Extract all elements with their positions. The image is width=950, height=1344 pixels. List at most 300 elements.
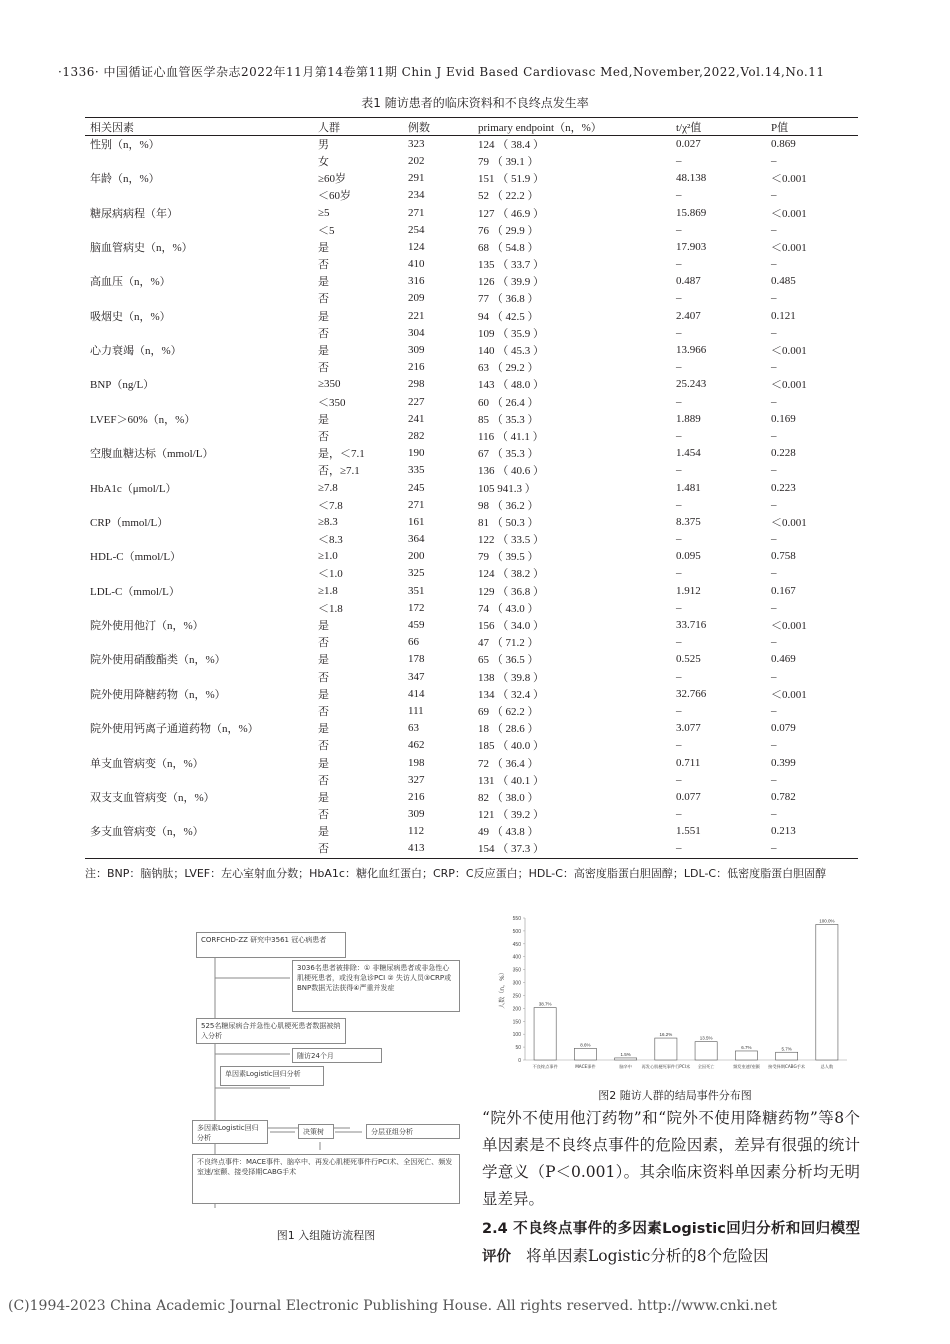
cell-group: 否	[318, 259, 329, 272]
cell-factor	[85, 771, 313, 788]
table-row	[85, 152, 858, 169]
table-row	[85, 170, 858, 187]
cell-statistic: –	[676, 189, 682, 202]
cell-count: 309	[408, 344, 425, 357]
y-axis-label: 人数（n，%）	[499, 969, 506, 1009]
cell-endpoint: 18 （ 28.6 ）	[478, 723, 539, 736]
table-row	[85, 479, 858, 496]
cell-statistic: 15.869	[676, 206, 707, 219]
y-tick-label: 300	[512, 980, 521, 987]
table-row	[85, 513, 858, 530]
cell-count: 414	[408, 687, 425, 700]
cell-endpoint: 79 （ 39.5 ）	[478, 551, 539, 564]
bar	[534, 1008, 556, 1060]
cell-endpoint: 49 （ 43.8 ）	[478, 826, 539, 839]
cell-factor	[85, 668, 313, 685]
cell-endpoint: 156 （ 34.0 ）	[478, 620, 544, 633]
cell-endpoint: 135 （ 33.7 ）	[478, 259, 544, 272]
cell-factor: 高血压（n，%）	[90, 276, 171, 289]
cell-count: 410	[408, 258, 425, 271]
cell-p-value: 0.758	[771, 550, 796, 563]
cell-statistic: –	[676, 773, 682, 786]
table-row	[85, 324, 858, 341]
cell-statistic: –	[676, 670, 682, 683]
cell-group: 否	[318, 293, 329, 306]
cell-count: 216	[408, 361, 425, 374]
cell-statistic: 33.716	[676, 619, 707, 632]
cell-count: 298	[408, 378, 425, 391]
bar	[735, 1051, 757, 1060]
cell-statistic: 0.487	[676, 275, 701, 288]
cell-count: 327	[408, 773, 425, 786]
cell-group: 否	[318, 362, 329, 375]
cell-group: ≥350	[318, 378, 341, 391]
cell-endpoint: 76 （ 29.9 ）	[478, 224, 539, 237]
cell-count: 271	[408, 206, 425, 219]
cell-endpoint: 65 （ 36.5 ）	[478, 654, 539, 667]
box-included: 525名糖尿病合并急性心肌梗死患者数据被纳入分析	[196, 1018, 346, 1044]
table-row	[85, 737, 858, 754]
cell-count: 209	[408, 292, 425, 305]
table-row	[85, 256, 858, 273]
table-row	[85, 187, 858, 204]
cell-statistic: –	[676, 395, 682, 408]
cell-group: 否	[318, 637, 329, 650]
cell-endpoint: 69 （ 62.2 ）	[478, 705, 539, 718]
table-bottom-rule	[85, 858, 858, 859]
cell-count: 241	[408, 412, 425, 425]
cell-p-value: 0.167	[771, 584, 796, 597]
table-row	[85, 445, 858, 462]
cell-p-value: –	[771, 533, 777, 546]
cell-count: 271	[408, 498, 425, 511]
figure2-caption: 图2 随访人群的结局事件分布图	[598, 1089, 752, 1102]
cell-factor	[85, 427, 313, 444]
cell-factor	[85, 462, 313, 479]
y-tick-label: 500	[512, 928, 521, 935]
cell-group: 否	[318, 774, 329, 787]
cell-statistic: –	[676, 464, 682, 477]
cell-p-value: ＜0.001	[771, 516, 807, 529]
section-text: 将单因素Logistic分析的8个危险因	[525, 1247, 769, 1265]
cell-factor	[85, 221, 313, 238]
cell-p-value: 0.223	[771, 481, 796, 494]
cell-factor: 心力衰竭（n，%）	[90, 345, 182, 358]
bar-data-label: 16.2%	[659, 1032, 673, 1038]
table-row	[85, 496, 858, 513]
cell-p-value: 0.782	[771, 790, 796, 803]
header-endpoint: primary endpoint（n，%）	[478, 121, 602, 134]
cell-count: 309	[408, 808, 425, 821]
cell-endpoint: 109 （ 35.9 ）	[478, 327, 544, 340]
cell-group: 女	[318, 155, 329, 168]
table-row	[85, 290, 858, 307]
table-row	[85, 273, 858, 290]
cell-count: 178	[408, 653, 425, 666]
cell-factor	[85, 702, 313, 719]
table-row	[85, 720, 858, 737]
cell-p-value: –	[771, 429, 777, 442]
cell-statistic: 0.077	[676, 790, 701, 803]
cell-count: 325	[408, 567, 425, 580]
cell-statistic: 1.551	[676, 825, 701, 838]
category-label: 全因死亡	[697, 1064, 715, 1069]
cell-count: 462	[408, 739, 425, 752]
table-row	[85, 702, 858, 719]
cell-statistic: –	[676, 808, 682, 821]
y-tick-label: 50	[515, 1045, 521, 1052]
cell-count: 227	[408, 395, 425, 408]
cell-factor	[85, 634, 313, 651]
cell-count: 172	[408, 601, 425, 614]
cell-factor: 院外使用钙离子通道药物（n，%）	[90, 723, 259, 736]
cell-endpoint: 85 （ 35.3 ）	[478, 413, 539, 426]
cell-statistic: –	[676, 361, 682, 374]
cell-group: 男	[318, 138, 329, 151]
cell-statistic: 48.138	[676, 172, 707, 185]
cell-count: 245	[408, 481, 425, 494]
category-label: 接受择期CABG手术	[768, 1064, 806, 1069]
cell-p-value: –	[771, 154, 777, 167]
cell-endpoint: 77 （ 36.8 ）	[478, 293, 539, 306]
cell-endpoint: 124 （ 38.2 ）	[478, 568, 544, 581]
cell-endpoint: 52 （ 22.2 ）	[478, 190, 539, 203]
cell-factor: 性别（n，%）	[90, 138, 160, 151]
cell-statistic: –	[676, 154, 682, 167]
cell-count: 304	[408, 326, 425, 339]
cell-factor: 多支血管病变（n，%）	[90, 826, 204, 839]
cell-group: 是	[318, 723, 329, 736]
cell-group: 是	[318, 413, 329, 426]
cell-group: 否	[318, 809, 329, 822]
table-row	[85, 771, 858, 788]
cell-endpoint: 129 （ 36.8 ）	[478, 585, 544, 598]
outcome-bar-chart	[495, 910, 855, 1080]
cell-p-value: 0.469	[771, 653, 796, 666]
bar	[816, 924, 838, 1060]
cell-statistic: 0.027	[676, 137, 701, 150]
table-row	[85, 307, 858, 324]
table-row	[85, 135, 858, 152]
cell-endpoint: 134 （ 32.4 ）	[478, 688, 544, 701]
cell-count: 413	[408, 842, 425, 855]
cell-group: 是	[318, 310, 329, 323]
cell-p-value: –	[771, 361, 777, 374]
cell-endpoint: 74 （ 43.0 ）	[478, 602, 539, 615]
cell-factor: 院外使用硝酸酯类（n，%）	[90, 654, 226, 667]
cell-group: 是	[318, 688, 329, 701]
cell-endpoint: 138 （ 39.8 ）	[478, 671, 544, 684]
cell-p-value: –	[771, 567, 777, 580]
cell-factor: LDL-C（mmol/L）	[90, 585, 180, 598]
cell-endpoint: 82 （ 38.0 ）	[478, 791, 539, 804]
cell-statistic: –	[676, 567, 682, 580]
cell-count: 335	[408, 464, 425, 477]
cell-p-value: –	[771, 223, 777, 236]
cell-p-value: 0.485	[771, 275, 796, 288]
table-row	[85, 616, 858, 633]
cell-count: 66	[408, 636, 419, 649]
bar	[776, 1052, 798, 1060]
cell-p-value: ＜0.001	[771, 173, 807, 186]
cell-factor	[85, 531, 313, 548]
cell-factor: 单支血管病变（n，%）	[90, 757, 204, 770]
header-group: 人群	[318, 121, 340, 134]
cell-factor	[85, 324, 313, 341]
cell-factor	[85, 393, 313, 410]
cell-endpoint: 140 （ 45.3 ）	[478, 345, 544, 358]
cell-statistic: –	[676, 601, 682, 614]
cell-statistic: –	[676, 326, 682, 339]
cell-count: 63	[408, 722, 419, 735]
cell-statistic: –	[676, 498, 682, 511]
table-note: 注：BNP：脑钠肽；LVEF：左心室射血分数；HbA1c：糖化血红蛋白；CRP：C反应蛋白；HDL-C：高密度脂蛋白胆固醇；LDL-C：低密度脂蛋白胆固醇	[85, 867, 827, 880]
table-row	[85, 668, 858, 685]
cell-p-value: ＜0.001	[771, 620, 807, 633]
y-tick-label: 550	[512, 916, 521, 922]
y-tick-label: 200	[512, 1006, 521, 1013]
cell-group: ＜7.8	[318, 499, 343, 512]
cell-endpoint: 185 （ 40.0 ）	[478, 740, 544, 753]
cell-group: ≥1.8	[318, 584, 338, 597]
cell-count: 316	[408, 275, 425, 288]
table-row	[85, 221, 858, 238]
category-label: MACE事件	[575, 1064, 596, 1069]
cell-endpoint: 122 （ 33.5 ）	[478, 534, 544, 547]
copyright-footer: (C)1994-2023 China Academic Journal Electronic Publishing House. All rights reserved. http://www.cnki.net	[8, 1298, 778, 1314]
cell-p-value: ＜0.001	[771, 379, 807, 392]
table-row	[85, 238, 858, 255]
bar	[574, 1048, 596, 1060]
cell-p-value: –	[771, 464, 777, 477]
cell-factor: 年龄（n，%）	[90, 173, 160, 186]
cell-endpoint: 136 （ 40.6 ）	[478, 465, 544, 478]
cell-endpoint: 131 （ 40.1 ）	[478, 774, 544, 787]
cell-group: ＜60岁	[318, 190, 351, 203]
cell-group: 否	[318, 430, 329, 443]
cell-count: 161	[408, 515, 425, 528]
cell-p-value: –	[771, 189, 777, 202]
cell-factor: HDL-C（mmol/L）	[90, 551, 182, 564]
cell-group: ≥8.3	[318, 515, 338, 528]
cell-statistic: 17.903	[676, 240, 707, 253]
y-tick-label: 250	[512, 993, 521, 1000]
cell-group: 是，＜7.1	[318, 448, 365, 461]
cell-p-value: –	[771, 326, 777, 339]
cell-factor: 院外使用降糖药物（n，%）	[90, 688, 226, 701]
cell-p-value: –	[771, 773, 777, 786]
table-row	[85, 531, 858, 548]
cell-endpoint: 154 （ 37.3 ）	[478, 843, 544, 856]
cell-count: 216	[408, 790, 425, 803]
cell-group: 否，≥7.1	[318, 465, 360, 478]
cell-factor	[85, 737, 313, 754]
cell-group: ＜8.3	[318, 534, 343, 547]
body-paragraph: “院外不使用他汀药物”和“院外不使用降糖药物”等8个单因素是不良终点事件的危险因素，差异有很强的统计学意义（P＜0.001）。其余临床资料单因素分析均无明显差异。	[482, 1109, 860, 1208]
y-tick-label: 450	[512, 941, 521, 948]
cell-group: 否	[318, 740, 329, 753]
cell-p-value: –	[771, 498, 777, 511]
category-label: 频发室速/室颤	[733, 1064, 760, 1069]
running-header: ·1336· 中国循证心血管医学杂志2022年11月第14卷第11期 Chin J Evid Based Cardiovasc Med,November,2022,Vol.14,No.11	[58, 65, 825, 79]
cell-group: 是	[318, 241, 329, 254]
cell-p-value: –	[771, 739, 777, 752]
table-row	[85, 582, 858, 599]
table-row	[85, 548, 858, 565]
cell-count: 111	[408, 704, 424, 717]
cell-group: 是	[318, 654, 329, 667]
cell-statistic: –	[676, 636, 682, 649]
cell-factor	[85, 840, 313, 857]
box-outcome-definition: 不良终点事件：MACE事件、脑卒中、再发心肌梗死事件行PCI术、全因死亡、频发室速/室颤、接受择期CABG手术	[192, 1154, 460, 1204]
cell-p-value: –	[771, 292, 777, 305]
box-excluded: 3036名患者被排除：① 非糖尿病患者或非急性心肌梗死患者，或没有急诊PCI ② 失访人员③CRP或BNP数据无法获得④严重并发症	[292, 960, 460, 1012]
cell-group: 否	[318, 327, 329, 340]
cell-statistic: –	[676, 739, 682, 752]
header-count: 例数	[408, 121, 430, 134]
cell-group: 否	[318, 843, 329, 856]
table-row	[85, 462, 858, 479]
cell-statistic: 1.889	[676, 412, 701, 425]
cell-factor	[85, 359, 313, 376]
cell-group: 是	[318, 276, 329, 289]
cell-count: 459	[408, 619, 425, 632]
header-p-value: P值	[771, 121, 789, 134]
cell-p-value: –	[771, 395, 777, 408]
bar-data-label: 8.6%	[580, 1042, 591, 1048]
cell-count: 347	[408, 670, 425, 683]
cell-group: ＜1.8	[318, 602, 343, 615]
box-subgroup: 分层亚组分析	[366, 1124, 460, 1139]
table-row	[85, 806, 858, 823]
bar	[615, 1058, 637, 1060]
cell-endpoint: 127 （ 46.9 ）	[478, 207, 544, 220]
cell-p-value: ＜0.001	[771, 207, 807, 220]
table-row	[85, 341, 858, 358]
cell-statistic: 0.711	[676, 756, 701, 769]
cell-endpoint: 63 （ 29.2 ）	[478, 362, 539, 375]
cell-count: 221	[408, 309, 425, 322]
cell-group: ≥60岁	[318, 173, 347, 186]
figure1-caption: 图1 入组随访流程图	[276, 1229, 376, 1242]
y-tick-label: 350	[512, 967, 521, 974]
cell-endpoint: 72 （ 36.4 ）	[478, 757, 539, 770]
header-statistic: t/χ²值	[676, 121, 702, 134]
table-row	[85, 685, 858, 702]
table-row	[85, 427, 858, 444]
cell-statistic: –	[676, 842, 682, 855]
cell-statistic: –	[676, 258, 682, 271]
bar-data-label: 13.5%	[699, 1035, 713, 1041]
cell-endpoint: 60 （ 26.4 ）	[478, 396, 539, 409]
cell-count: 351	[408, 584, 425, 597]
cell-group: 是	[318, 757, 329, 770]
y-tick-label: 0	[518, 1058, 521, 1064]
cell-statistic: 1.912	[676, 584, 701, 597]
cell-endpoint: 151 （ 51.9 ）	[478, 173, 544, 186]
cell-factor	[85, 599, 313, 616]
cell-group: 是	[318, 826, 329, 839]
cell-p-value: 0.169	[771, 412, 796, 425]
cell-group: 是	[318, 345, 329, 358]
cell-group: ≥1.0	[318, 550, 338, 563]
cell-endpoint: 116 （ 41.1 ）	[478, 430, 544, 443]
cell-factor	[85, 256, 313, 273]
cell-p-value: 0.399	[771, 756, 796, 769]
table-row	[85, 788, 858, 805]
header-factor: 相关因素	[90, 121, 134, 134]
cell-p-value: 0.213	[771, 825, 796, 838]
cell-count: 364	[408, 533, 425, 546]
cell-factor	[85, 290, 313, 307]
category-label: 再发心肌梗死事件行PCI术	[641, 1064, 691, 1069]
table-row	[85, 565, 858, 582]
body-text	[482, 1105, 860, 1271]
cell-statistic: 8.375	[676, 515, 701, 528]
cell-factor: HbA1c（μmol/L）	[90, 482, 177, 495]
cell-statistic: 32.766	[676, 687, 707, 700]
table-row	[85, 359, 858, 376]
cell-p-value: 0.121	[771, 309, 796, 322]
bar	[655, 1038, 677, 1060]
cell-p-value: ＜0.001	[771, 345, 807, 358]
cell-count: 200	[408, 550, 425, 563]
cell-statistic: –	[676, 429, 682, 442]
table-row	[85, 204, 858, 221]
cell-statistic: 3.077	[676, 722, 701, 735]
cell-statistic: –	[676, 533, 682, 546]
category-label: 脑卒中	[619, 1064, 632, 1069]
cell-factor	[85, 806, 313, 823]
box-multivariate: 多因素Logistic回归分析	[192, 1120, 268, 1144]
section-heading: 2.4 不良终点事件的多因素Logistic回归分析和回归模型评价	[482, 1221, 860, 1265]
cell-factor: 双支支血管病变（n，%）	[90, 791, 215, 804]
table-row	[85, 410, 858, 427]
cell-group: 是	[318, 791, 329, 804]
bar-data-label: 1.5%	[620, 1051, 631, 1057]
table-title: 表1 随访患者的临床资料和不良终点发生率	[361, 96, 589, 110]
cell-endpoint: 67 （ 35.3 ）	[478, 448, 539, 461]
cell-factor: 吸烟史（n，%）	[90, 310, 171, 323]
cell-factor: BNP（ng/L）	[90, 379, 155, 392]
cell-group: ≥5	[318, 206, 330, 219]
cell-factor	[85, 565, 313, 582]
cell-group: ≥7.8	[318, 481, 338, 494]
cell-statistic: 2.407	[676, 309, 701, 322]
table-header-row	[85, 118, 858, 135]
cell-factor: CRP（mmol/L）	[90, 516, 169, 529]
cell-count: 282	[408, 429, 425, 442]
bar-data-label: 38.7%	[538, 1001, 552, 1007]
table-row	[85, 634, 858, 651]
category-label: 总人数	[820, 1064, 834, 1069]
category-label: 不良终点事件	[532, 1064, 558, 1069]
cell-p-value: –	[771, 636, 777, 649]
cell-endpoint: 105 941.3 ）	[478, 482, 536, 495]
cell-p-value: –	[771, 808, 777, 821]
cell-factor	[85, 187, 313, 204]
cell-endpoint: 79 （ 39.1 ）	[478, 155, 539, 168]
cell-count: 254	[408, 223, 425, 236]
y-tick-label: 100	[512, 1032, 521, 1039]
cell-endpoint: 143 （ 48.0 ）	[478, 379, 544, 392]
cell-count: 112	[408, 825, 425, 838]
table-row	[85, 651, 858, 668]
table-row	[85, 376, 858, 393]
cell-statistic: 13.966	[676, 344, 707, 357]
table-row	[85, 840, 858, 857]
cell-statistic: 25.243	[676, 378, 707, 391]
